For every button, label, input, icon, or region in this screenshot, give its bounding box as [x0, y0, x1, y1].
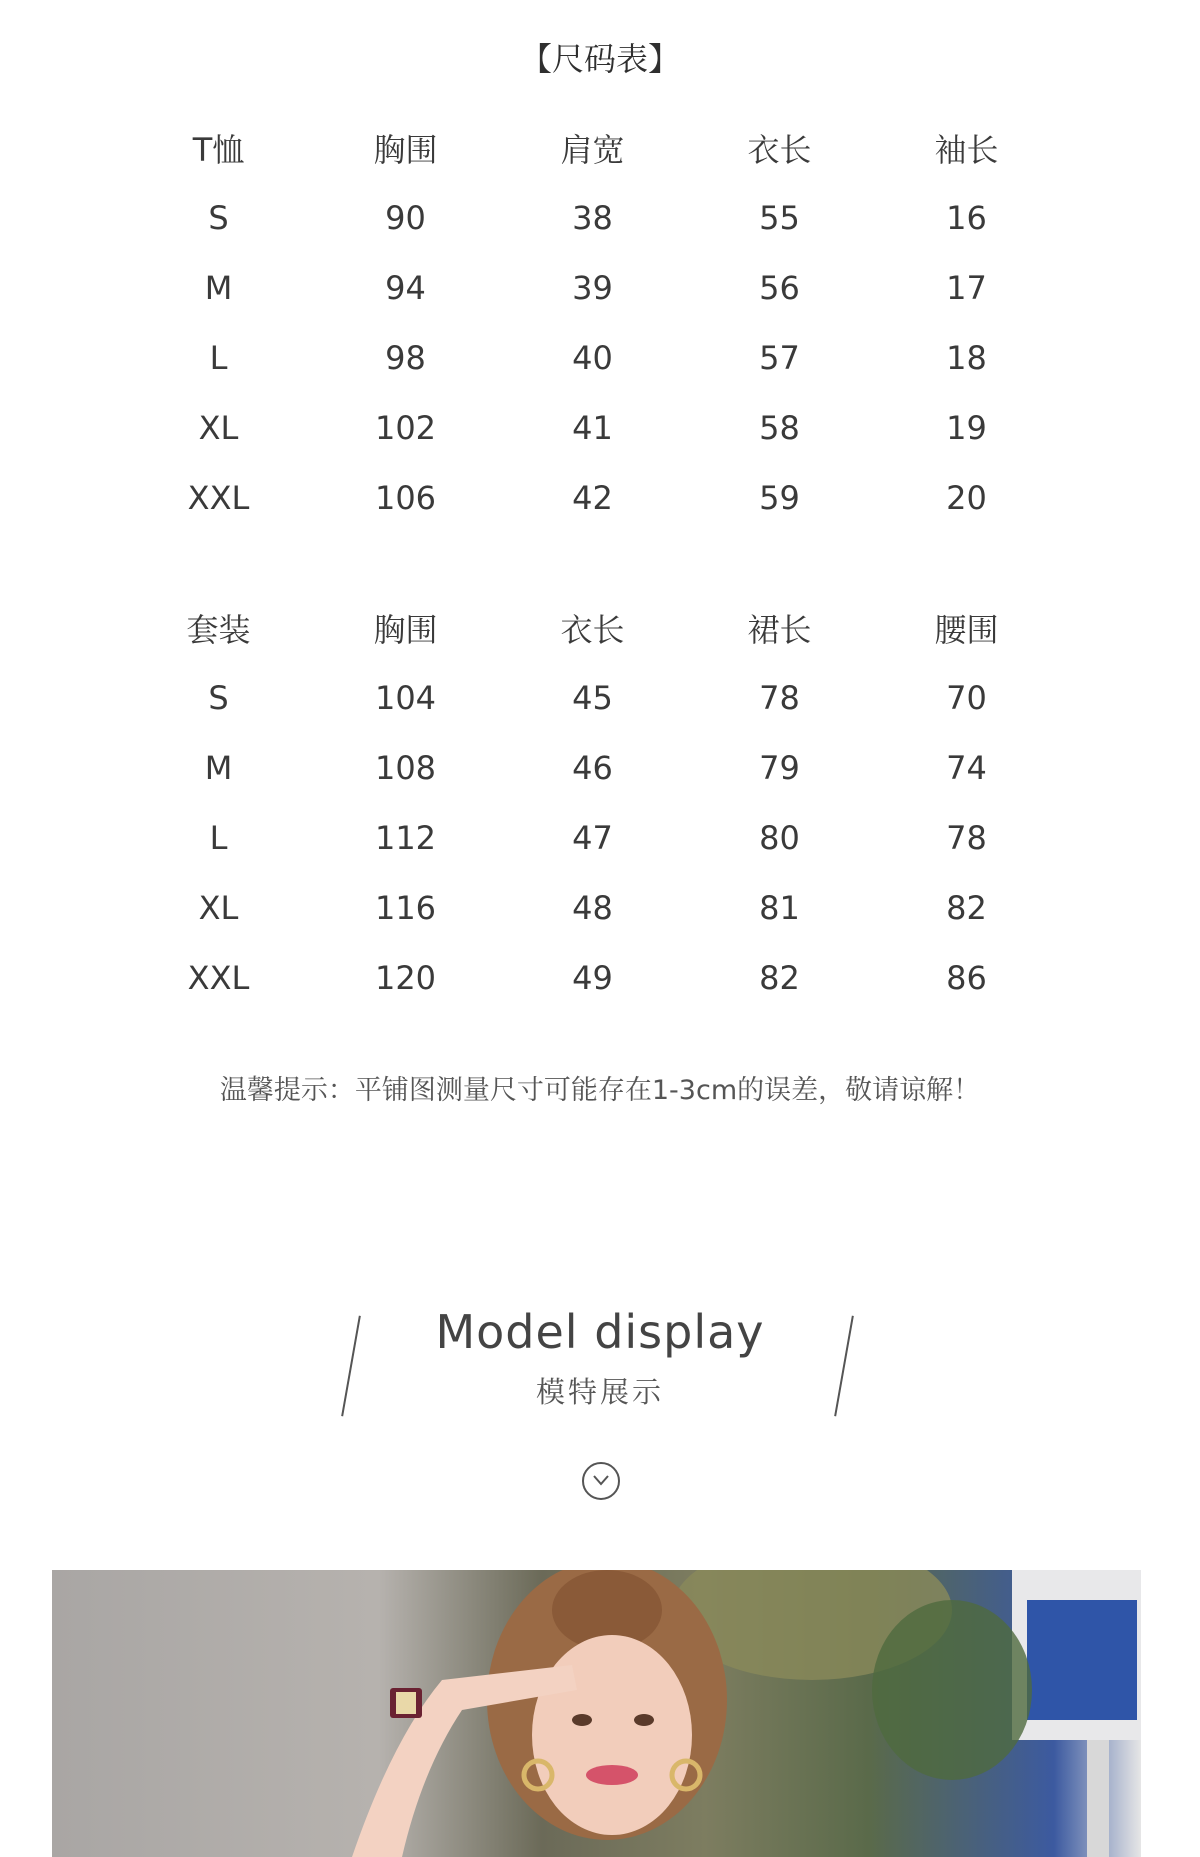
table-cell: 59	[759, 479, 800, 517]
table-cell: M	[204, 269, 233, 307]
table-cell: L	[209, 819, 228, 857]
tshirt-size-table	[125, 113, 1060, 533]
table-header-row	[125, 113, 1060, 183]
table-cell: S	[208, 679, 229, 717]
table-header-cell: 裙长	[747, 611, 812, 649]
table-cell: 56	[759, 269, 800, 307]
table-cell: L	[209, 339, 228, 377]
table-header-cell: 胸围	[373, 131, 438, 169]
table-cell: 82	[759, 959, 800, 997]
table-header-cell: 袖长	[934, 131, 999, 169]
table-cell: 58	[759, 409, 800, 447]
chevron-down-circle-icon	[582, 1462, 620, 1500]
table-cell: XL	[198, 889, 239, 927]
table-cell: 46	[572, 749, 613, 787]
table-cell: 116	[374, 889, 437, 927]
table-row	[125, 253, 1060, 323]
table-cell: XXL	[187, 479, 250, 517]
table-cell: 19	[946, 409, 987, 447]
table-cell: 106	[374, 479, 437, 517]
table-cell: 17	[946, 269, 987, 307]
table-cell: 18	[946, 339, 987, 377]
model-display-subtitle: 模特展示	[535, 1375, 664, 1409]
chevron-down-icon	[592, 1473, 610, 1487]
table-header-cell: 腰围	[934, 611, 999, 649]
table-cell: 90	[385, 199, 426, 237]
table-row	[125, 733, 1060, 803]
table-row	[125, 663, 1060, 733]
table-cell: S	[208, 199, 229, 237]
table-cell: M	[204, 749, 233, 787]
table-cell: 41	[572, 409, 613, 447]
model-photo-illustration	[52, 1570, 1141, 1857]
table-cell: 102	[374, 409, 437, 447]
table-header-cell: 胸围	[373, 611, 438, 649]
table-row	[125, 393, 1060, 463]
table-cell: 16	[946, 199, 987, 237]
table-row	[125, 323, 1060, 393]
table-row	[125, 463, 1060, 533]
table-cell: 49	[572, 959, 613, 997]
table-cell: 39	[572, 269, 613, 307]
table-header-cell: 套装	[186, 611, 251, 649]
table-header-cell: T恤	[192, 131, 245, 169]
table-row	[125, 873, 1060, 943]
table-cell: 38	[572, 199, 613, 237]
table-cell: 55	[759, 199, 800, 237]
table-cell: 57	[759, 339, 800, 377]
model-display-title: Model display	[435, 1305, 765, 1359]
table-cell: 20	[946, 479, 987, 517]
table-cell: 120	[374, 959, 437, 997]
table-row	[125, 183, 1060, 253]
table-header-cell: 衣长	[560, 611, 625, 649]
table-cell: 94	[385, 269, 426, 307]
table-cell: 108	[374, 749, 437, 787]
table-cell: 81	[759, 889, 800, 927]
table-cell: 70	[946, 679, 987, 717]
table-cell: 98	[385, 339, 426, 377]
table-cell: 45	[572, 679, 613, 717]
table-cell: 104	[374, 679, 437, 717]
table-header-cell: 衣长	[747, 131, 812, 169]
table-cell: 40	[572, 339, 613, 377]
table-cell: XL	[198, 409, 239, 447]
model-photo	[52, 1570, 1141, 1857]
measurement-tip: 温馨提示：平铺图测量尺寸可能存在1-3cm的误差，敬请谅解！	[219, 1075, 981, 1106]
table-header-row	[125, 593, 1060, 663]
table-cell: 79	[759, 749, 800, 787]
table-cell: 112	[374, 819, 437, 857]
table-cell: 78	[759, 679, 800, 717]
table-header-cell: 肩宽	[560, 131, 625, 169]
table-cell: 42	[572, 479, 613, 517]
table-cell: 86	[946, 959, 987, 997]
table-cell: 74	[946, 749, 987, 787]
table-cell: 80	[759, 819, 800, 857]
table-cell: 78	[946, 819, 987, 857]
table-cell: 47	[572, 819, 613, 857]
table-row	[125, 803, 1060, 873]
size-chart-title: 【尺码表】	[519, 40, 680, 78]
suit-size-table	[125, 593, 1060, 1013]
table-row	[125, 943, 1060, 1013]
table-cell: 82	[946, 889, 987, 927]
table-cell: XXL	[187, 959, 250, 997]
table-cell: 48	[572, 889, 613, 927]
